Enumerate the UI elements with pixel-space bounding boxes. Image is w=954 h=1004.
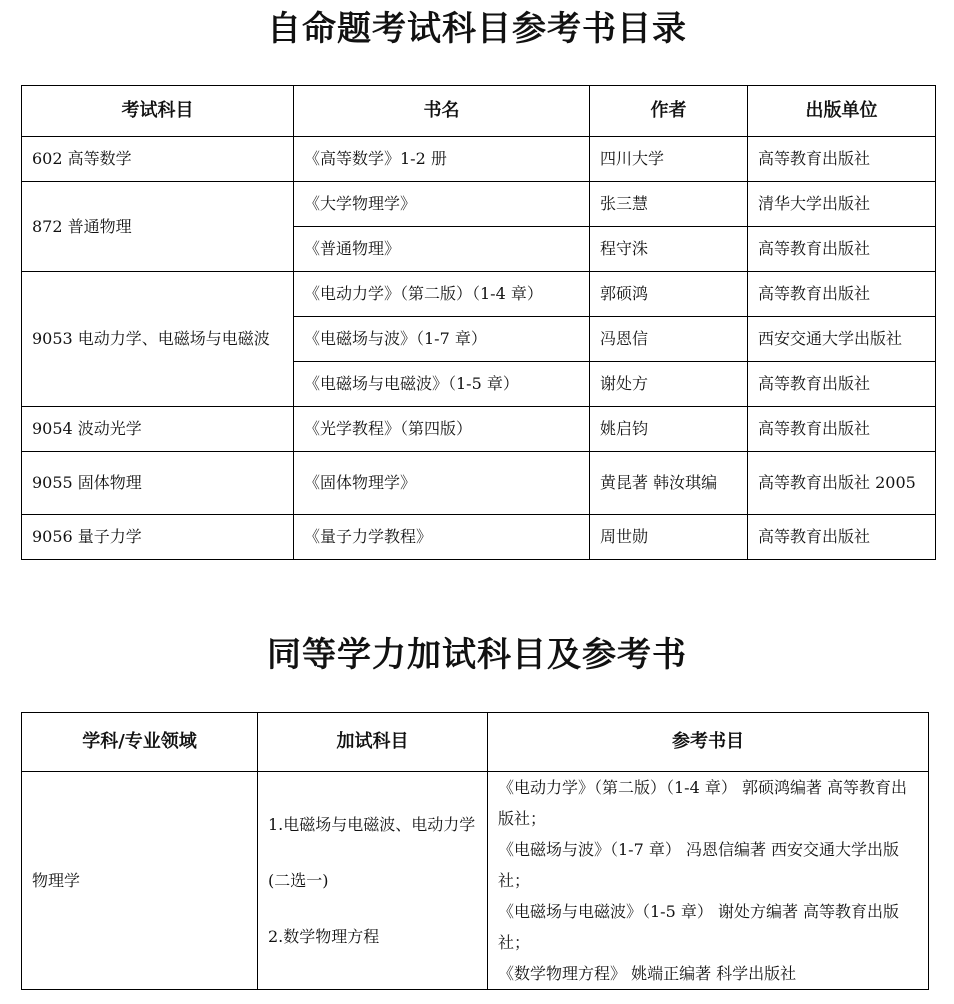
author-cell: 四川大学 bbox=[590, 137, 748, 182]
header-extra-subject: 加试科目 bbox=[258, 713, 488, 772]
header-publisher: 出版单位 bbox=[748, 86, 936, 137]
subject-cell: 9054 波动光学 bbox=[22, 407, 294, 452]
book-title-cell: 《高等数学》1-2 册 bbox=[294, 137, 590, 182]
reference-books-table bbox=[21, 85, 936, 560]
extra-subject-item: 1.电磁场与电磁波、电动力学(二选一) bbox=[268, 814, 476, 890]
table-row bbox=[22, 272, 936, 317]
publisher-cell: 高等教育出版社 bbox=[748, 362, 936, 407]
section-title-equivalent: 同等学力加试科目及参考书 bbox=[267, 635, 687, 675]
author-cell: 谢处方 bbox=[590, 362, 748, 407]
book-title-cell: 《光学教程》（第四版） bbox=[294, 407, 590, 452]
header-book-title: 书名 bbox=[294, 86, 590, 137]
table-row bbox=[22, 137, 936, 182]
reference-book-item: 《电磁场与波》（1-7 章） 冯恩信编著 西安交通大学出版社； bbox=[498, 840, 900, 890]
book-title-cell: 《电磁场与电磁波》（1-5 章） bbox=[294, 362, 590, 407]
table-row bbox=[22, 452, 936, 515]
table-row bbox=[22, 772, 929, 990]
reference-book-item: 《电磁场与电磁波》（1-5 章） 谢处方编著 高等教育出版社； bbox=[498, 902, 900, 952]
author-cell: 张三慧 bbox=[590, 182, 748, 227]
publisher-cell: 西安交通大学出版社 bbox=[748, 317, 936, 362]
reference-book-item: 《数学物理方程》 姚端正编著 科学出版社 bbox=[498, 964, 797, 983]
publisher-cell: 高等教育出版社 bbox=[748, 407, 936, 452]
header-reference-books: 参考书目 bbox=[488, 713, 929, 772]
subject-cell: 9053 电动力学、电磁场与电磁波 bbox=[22, 272, 294, 407]
book-title-cell: 《电动力学》（第二版）（1-4 章） bbox=[294, 272, 590, 317]
publisher-cell: 高等教育出版社 2005 bbox=[748, 452, 936, 515]
table-row bbox=[22, 182, 936, 227]
author-cell: 冯恩信 bbox=[590, 317, 748, 362]
publisher-cell: 清华大学出版社 bbox=[748, 182, 936, 227]
section-title-self-proposed: 自命题考试科目参考书目录 bbox=[267, 9, 687, 49]
extra-exam-table bbox=[21, 712, 929, 990]
author-cell: 黄昆著 韩汝琪编 bbox=[590, 452, 748, 515]
subject-cell: 9056 量子力学 bbox=[22, 515, 294, 560]
table-row bbox=[22, 407, 936, 452]
extra-subject-item: 2.数学物理方程 bbox=[268, 926, 380, 946]
book-title-cell: 《电磁场与波》（1-7 章） bbox=[294, 317, 590, 362]
table-header-row bbox=[22, 86, 936, 137]
book-title-cell: 《普通物理》 bbox=[294, 227, 590, 272]
header-subject: 考试科目 bbox=[22, 86, 294, 137]
author-cell: 郭硕鸿 bbox=[590, 272, 748, 317]
extra-subjects-cell bbox=[258, 772, 488, 990]
subject-cell: 602 高等数学 bbox=[22, 137, 294, 182]
publisher-cell: 高等教育出版社 bbox=[748, 137, 936, 182]
reference-book-item: 《电动力学》（第二版）（1-4 章） 郭硕鸿编著 高等教育出版社； bbox=[498, 778, 908, 828]
author-cell: 程守洙 bbox=[590, 227, 748, 272]
subject-cell: 872 普通物理 bbox=[22, 182, 294, 272]
reference-books-cell bbox=[488, 772, 929, 990]
publisher-cell: 高等教育出版社 bbox=[748, 227, 936, 272]
book-title-cell: 《固体物理学》 bbox=[294, 452, 590, 515]
publisher-cell: 高等教育出版社 bbox=[748, 515, 936, 560]
author-cell: 姚启钧 bbox=[590, 407, 748, 452]
book-title-cell: 《量子力学教程》 bbox=[294, 515, 590, 560]
table-row bbox=[22, 515, 936, 560]
subject-cell: 9055 固体物理 bbox=[22, 452, 294, 515]
field-cell: 物理学 bbox=[22, 772, 258, 990]
table-header-row bbox=[22, 713, 929, 772]
header-field: 学科/专业领域 bbox=[22, 713, 258, 772]
publisher-cell: 高等教育出版社 bbox=[748, 272, 936, 317]
book-title-cell: 《大学物理学》 bbox=[294, 182, 590, 227]
author-cell: 周世勋 bbox=[590, 515, 748, 560]
header-author: 作者 bbox=[590, 86, 748, 137]
